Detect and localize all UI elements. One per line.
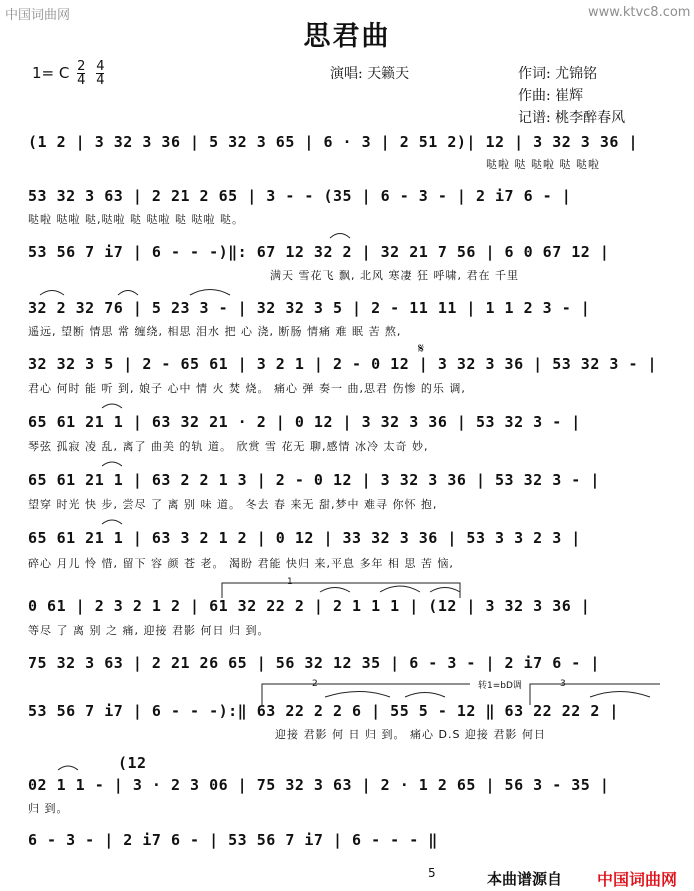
score-line-6-lyrics: 琴弦 孤寂 凌 乱, 离了 曲美 的轨 道。 欣赏 雪 花无 聊,感情 冰冷 太奇 妙, bbox=[28, 440, 429, 453]
volta-1-label: 1 bbox=[287, 577, 293, 587]
slur bbox=[330, 234, 350, 239]
watermark-left: 中国词曲网 bbox=[5, 8, 71, 23]
upper-phrase-label: (12 bbox=[118, 754, 147, 772]
slur bbox=[430, 588, 460, 593]
footer-brand: 中国词曲网 bbox=[597, 870, 678, 889]
score-line-13-notes: 6 - 3 - | 2 i7 6 - | 53 56 7 i7 | 6 - - - ‖ bbox=[28, 831, 438, 849]
score-line-5-notes: 32 32 3 5 | 2 - 65 61 | 3 2 1 | 2 - 0 12 | 3 32 3 36 | 53 32 3 - | bbox=[28, 355, 658, 373]
volta-2-label: 2 bbox=[312, 679, 318, 689]
lyricist-credit: 作词: 尤锦铭 bbox=[518, 66, 598, 82]
transpose-label: 转1=bD调 bbox=[478, 681, 522, 691]
page-number: 5 bbox=[428, 866, 436, 880]
score-line-1-lyrics: 哒啦 哒 哒啦 哒 哒啦 bbox=[486, 158, 600, 171]
slur bbox=[320, 588, 350, 593]
score-line-3-lyrics: 满天 雪花飞 飘, 北风 寒凄 狂 呼啸, 君在 千里 bbox=[270, 269, 519, 282]
score-line-7-notes: 65 61 21 1 | 63 2 2 1 3 | 2 - 0 12 | 3 32 3 36 | 53 32 3 - | bbox=[28, 471, 600, 489]
score-line-10-notes: 75 32 3 63 | 2 21 26 65 | 56 32 12 35 | 6 - 3 - | 2 i7 6 - | bbox=[28, 654, 600, 672]
slur bbox=[590, 692, 650, 698]
slur bbox=[405, 693, 445, 698]
score-line-9-notes: 0 61 | 2 3 2 1 2 | 61 32 22 2 | 2 1 1 1 | (12 | 3 32 3 36 | bbox=[28, 597, 591, 615]
score-line-3-notes: 53 56 7 i7 | 6 - - -)‖: 67 12 32 2 | 32 21 7 56 | 6 0 67 12 | bbox=[28, 243, 610, 261]
key-label: 1= C bbox=[32, 64, 70, 82]
score-line-12-notes: 02 1 1 - | 3 · 2 3 06 | 75 32 3 63 | 2 · 1 2 65 | 56 3 - 35 | bbox=[28, 776, 610, 794]
volta-1-bracket bbox=[222, 583, 460, 598]
score-line-11-lyrics: 迎接 君影 何 日 归 到。 痛心 D.S 迎接 君影 何日 bbox=[275, 728, 546, 741]
score-line-2-notes: 53 32 3 63 | 2 21 2 65 | 3 - - (35 | 6 - 3 - | 2 i7 6 - | bbox=[28, 187, 572, 205]
score-line-4-lyrics: 遥远, 望断 情思 常 缠绕, 相思 泪水 把 心 浇, 断肠 情痛 难 眠 苦 熬, bbox=[28, 325, 402, 338]
slur bbox=[102, 520, 122, 524]
score-line-11-notes: 53 56 7 i7 | 6 - - -):‖ 63 22 2 2 6 | 55 5 - 12 ‖ 63 22 22 2 | bbox=[28, 702, 619, 720]
score-line-7-lyrics: 望穿 时光 快 步, 尝尽 了 离 别 味 道。 冬去 春 来无 甜,梦中 难寻 你怀 抱, bbox=[28, 498, 438, 511]
composer-credit: 作曲: 崔辉 bbox=[518, 88, 584, 104]
slur bbox=[325, 692, 390, 698]
transcriber-credit: 记谱: 桃李醉春风 bbox=[518, 110, 626, 126]
song-title: 思君曲 bbox=[303, 21, 391, 52]
footer-source: 本曲谱源自 bbox=[487, 870, 563, 888]
slur bbox=[380, 586, 420, 592]
slur bbox=[102, 462, 122, 466]
score-line-1-notes: (1 2 | 3 32 3 36 | 5 32 3 65 | 6 · 3 | 2 51 2)| 12 | 3 32 3 36 | bbox=[28, 133, 638, 151]
score-line-6-notes: 65 61 21 1 | 63 32 21 · 2 | 0 12 | 3 32 3 36 | 53 32 3 - | bbox=[28, 413, 581, 431]
score-line-12-lyrics: 归 到。 bbox=[28, 802, 69, 815]
score-line-5-lyrics: 君心 何时 能 听 到, 娘子 心中 情 火 焚 烧。 痛心 弹 奏一 曲,思君 伤惨 的乐 调, bbox=[28, 382, 466, 395]
slur bbox=[102, 404, 122, 408]
score-line-4-notes: 32 2 32 76 | 5 23 3 - | 32 32 3 5 | 2 - 11 11 | 1 1 2 3 - | bbox=[28, 299, 591, 317]
volta-3-label: 3 bbox=[560, 679, 566, 689]
slur bbox=[40, 291, 64, 296]
watermark-right: www.ktvc8.com bbox=[588, 5, 691, 20]
time-signature-1: $\frac{2}{4}$ bbox=[77, 59, 86, 88]
slur bbox=[190, 290, 230, 296]
slur bbox=[58, 766, 78, 770]
slur bbox=[118, 291, 138, 296]
score-line-9-lyrics: 等尽 了 离 别 之 痛, 迎接 君影 何日 归 到。 bbox=[28, 624, 270, 637]
time-signature-2: $\frac{4}{4}$ bbox=[96, 59, 105, 88]
score-line-2-lyrics: 哒啦 哒啦 哒,哒啦 哒 哒啦 哒 哒啦 哒。 bbox=[28, 213, 244, 226]
score-line-8-notes: 65 61 21 1 | 63 3 2 1 2 | 0 12 | 33 32 3 36 | 53 3 3 2 3 | bbox=[28, 529, 581, 547]
segno-icon: 𝄋 bbox=[418, 341, 425, 357]
score-line-8-lyrics: 碎心 月儿 怜 惜, 留下 容 颜 苍 老。 渴盼 君能 快归 来,平息 多年 相 思 苦 恼, bbox=[28, 557, 454, 570]
singer-credit: 演唱: 天籁天 bbox=[330, 66, 410, 82]
